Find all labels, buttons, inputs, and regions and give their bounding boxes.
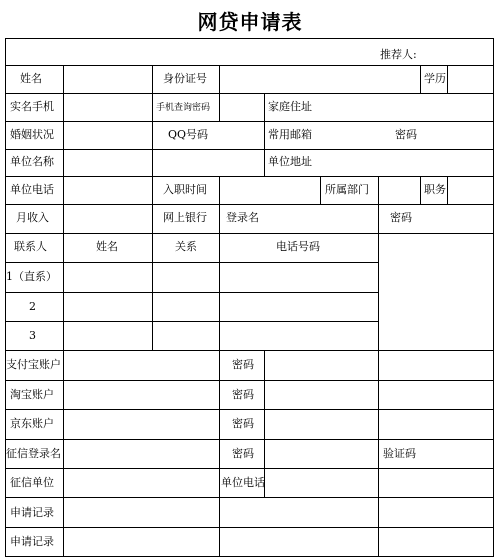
position-label: 职务 <box>424 183 446 196</box>
contacts-relation-header: 关系 <box>175 240 197 253</box>
alipay-password-label: 密码 <box>232 358 254 371</box>
home-address-label: 家庭住址 <box>268 100 312 113</box>
contact-row-label: 1（直系） <box>6 270 57 283</box>
email-label: 常用邮箱 <box>268 128 312 141</box>
phone-query-password-label: 手机查询密码 <box>156 103 211 113</box>
recommender-label: 推荐人: <box>380 48 417 61</box>
id-number-label: 身份证号 <box>163 72 207 85</box>
email-password-label: 密码 <box>395 128 417 141</box>
company-address-label: 单位地址 <box>268 155 312 168</box>
contacts-label: 联系人 <box>14 240 47 253</box>
education-label: 学历 <box>424 72 446 85</box>
monthly-income-label: 月收入 <box>16 211 49 224</box>
apply-record-label: 申请记录 <box>10 535 54 548</box>
credit-company-label: 征信单位 <box>10 476 54 489</box>
real-name-phone-label: 实名手机 <box>10 100 54 113</box>
jd-label: 京东账户 <box>10 417 54 430</box>
contact-row-label: 2 <box>29 300 36 313</box>
taobao-password-label: 密码 <box>232 388 254 401</box>
contacts-phone-header: 电话号码 <box>276 240 320 253</box>
jd-password-label: 密码 <box>232 417 254 430</box>
department-label: 所属部门 <box>325 183 369 196</box>
credit-password-label: 密码 <box>232 447 254 460</box>
qq-label: QQ号码 <box>168 128 209 141</box>
credit-login-label: 征信登录名 <box>6 447 61 460</box>
hire-date-label: 入职时间 <box>163 183 207 196</box>
form-title: 网贷申请表 <box>197 10 303 34</box>
verify-code-label: 验证码 <box>383 447 416 460</box>
taobao-label: 淘宝账户 <box>10 388 54 401</box>
apply-record-label: 申请记录 <box>10 506 54 519</box>
name-label: 姓名 <box>20 72 42 85</box>
contacts-name-header: 姓名 <box>96 240 118 253</box>
contact-row-label: 3 <box>29 329 36 342</box>
online-bank-label: 网上银行 <box>163 211 207 224</box>
login-name-label: 登录名 <box>226 211 259 224</box>
company-phone-label: 单位电话 <box>10 183 54 196</box>
company-name-label: 单位名称 <box>10 155 54 168</box>
bank-password-label: 密码 <box>390 211 412 224</box>
credit-company-phone-label: 单位电话 <box>221 476 265 489</box>
alipay-label: 支付宝账户 <box>6 358 61 371</box>
marital-status-label: 婚姻状况 <box>10 128 54 141</box>
